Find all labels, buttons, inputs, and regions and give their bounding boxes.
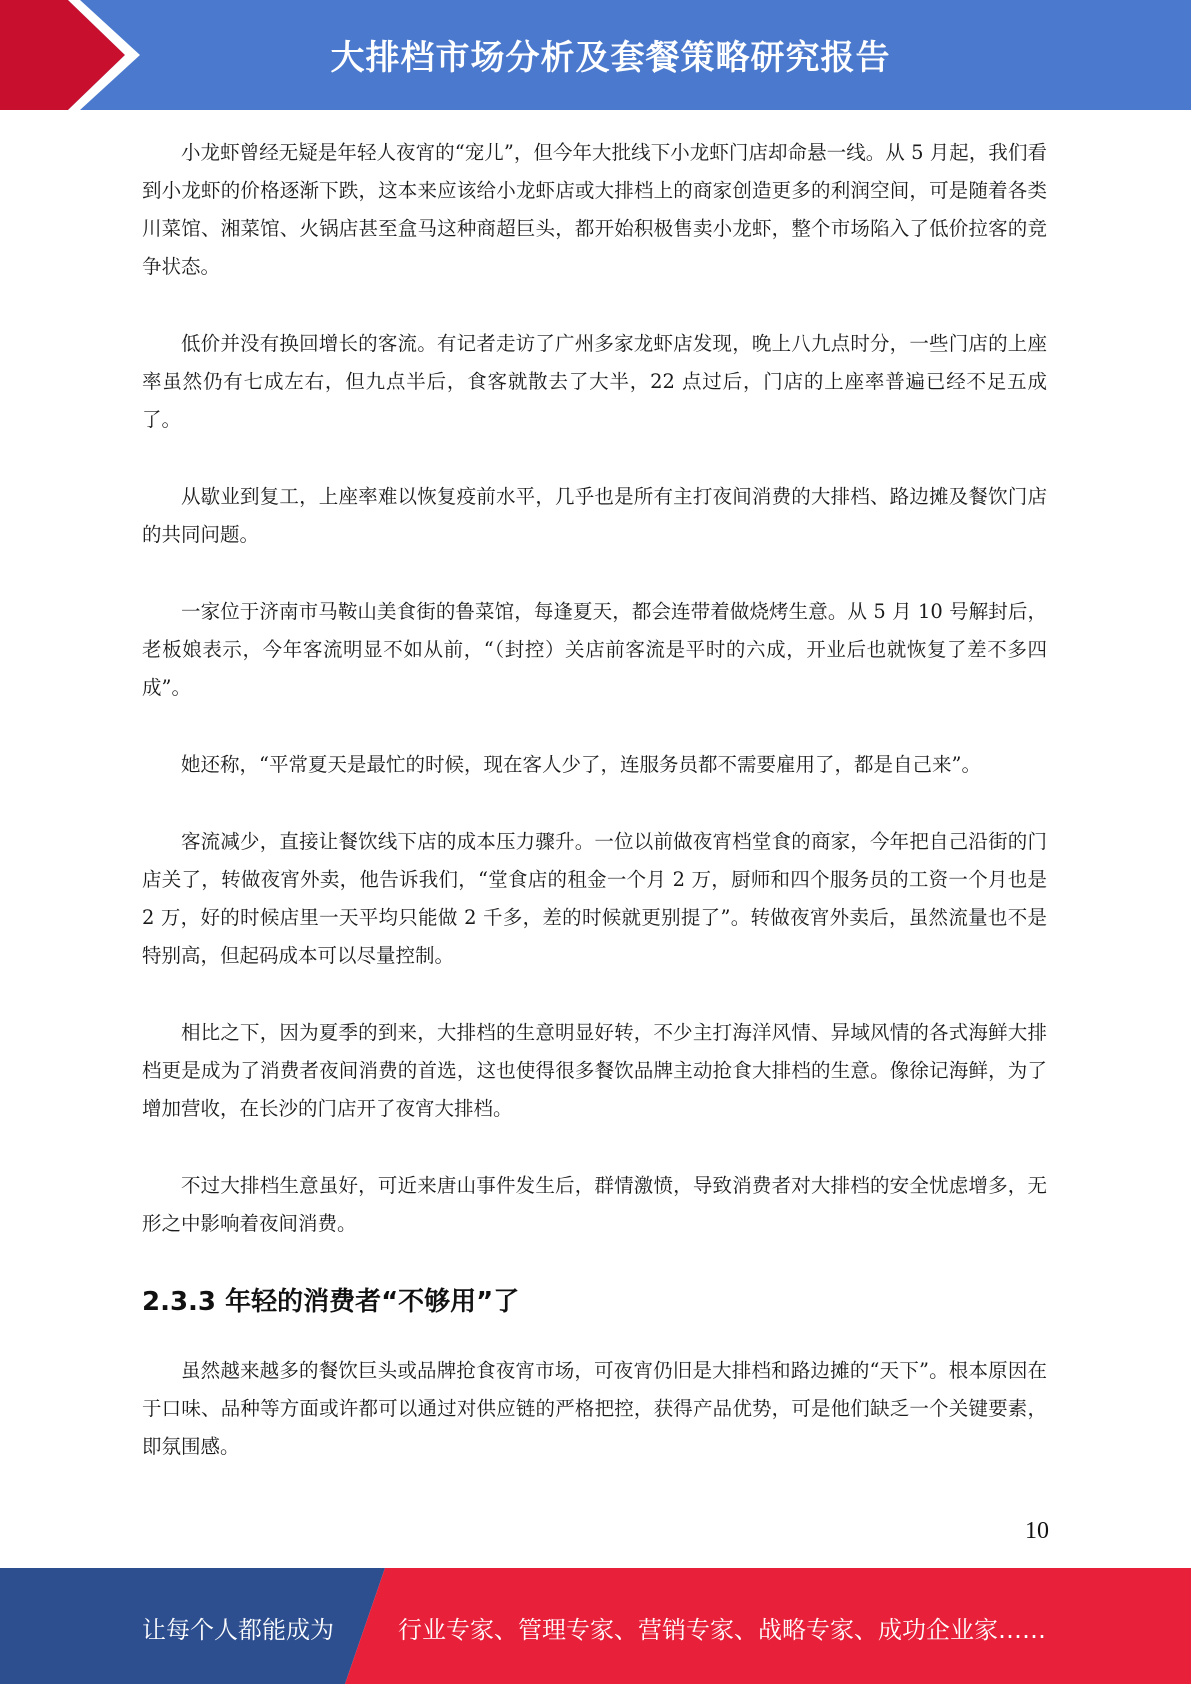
footer-slogan-right: 行业专家、管理专家、营销专家、战略专家、成功企业家…… — [398, 1616, 1046, 1644]
page-footer — [0, 1568, 1191, 1684]
paragraph-7: 相比之下，因为夏季的到来，大排档的生意明显好转，不少主打海洋风情、异域风情的各式海鲜大排档更是成为了消费者夜间消费的首选，这也使得很多餐饮品牌主动抢食大排档的生意。像徐记海鲜，为了增加营收，在长沙的门店开了夜宵大排档。 — [142, 1021, 1047, 1120]
paragraph-5: 她还称，“平常夏天是最忙的时候，现在客人少了，连服务员都不需要雇用了，都是自己来”。 — [181, 753, 981, 776]
page-number: 10 — [1025, 1518, 1049, 1544]
paragraph-6: 客流减少，直接让餐饮线下店的成本压力骤升。一位以前做夜宵档堂食的商家，今年把自己沿街的门店关了，转做夜宵外卖，他告诉我们，“堂食店的租金一个月 2 万，厨师和四个服务员的工资一个月也是 2 万，好的时候店里一天平均只能做 2 千多，差的时候就更别提了”。转做夜宵外卖后，虽然流量也不是特别高，但起码成本可以尽量控制。 — [142, 830, 1047, 967]
paragraph-2: 低价并没有换回增长的客流。有记者走访了广州多家龙虾店发现，晚上八九点时分，一些门店的上座率虽然仍有七成左右，但九点半后，食客就散去了大半，22 点过后，门店的上座率普遍已经不足五成了。 — [142, 332, 1047, 431]
page-header — [0, 0, 1191, 110]
paragraph-3: 从歇业到复工，上座率难以恢复疫前水平，几乎也是所有主打夜间消费的大排档、路边摊及餐饮门店的共同问题。 — [142, 485, 1047, 546]
section-heading: 2.3.3 年轻的消费者“不够用”了 — [142, 1287, 520, 1317]
header-title: 大排档市场分析及套餐策略研究报告 — [330, 38, 891, 78]
section-paragraph: 虽然越来越多的餐饮巨头或品牌抢食夜宵市场，可夜宵仍旧是大排档和路边摊的“天下”。根本原因在于口味、品种等方面或许都可以通过对供应链的严格把控，获得产品优势，可是他们缺乏一个关键要素，即氛围感。 — [142, 1359, 1047, 1458]
paragraph-1: 小龙虾曾经无疑是年轻人夜宵的“宠儿”，但今年大批线下小龙虾门店却命悬一线。从 5 月起，我们看到小龙虾的价格逐渐下跌，这本来应该给小龙虾店或大排档上的商家创造更多的利润空间，可是随着各类川菜馆、湘菜馆、火锅店甚至盒马这种商超巨头，都开始积极售卖小龙虾，整个市场陷入了低价拉客的竞争状态。 — [142, 141, 1047, 278]
footer-slogan-left: 让每个人都能成为 — [142, 1616, 334, 1644]
document-body — [142, 134, 1047, 1505]
paragraph-8: 不过大排档生意虽好，可近来唐山事件发生后，群情激愤，导致消费者对大排档的安全忧虑增多，无形之中影响着夜间消费。 — [142, 1174, 1047, 1235]
paragraph-4: 一家位于济南市马鞍山美食街的鲁菜馆，每逢夏天，都会连带着做烧烤生意。从 5 月 10 号解封后，老板娘表示，今年客流明显不如从前，“（封控）关店前客流是平时的六成，开业后也就恢复了差不多四成”。 — [142, 600, 1047, 699]
